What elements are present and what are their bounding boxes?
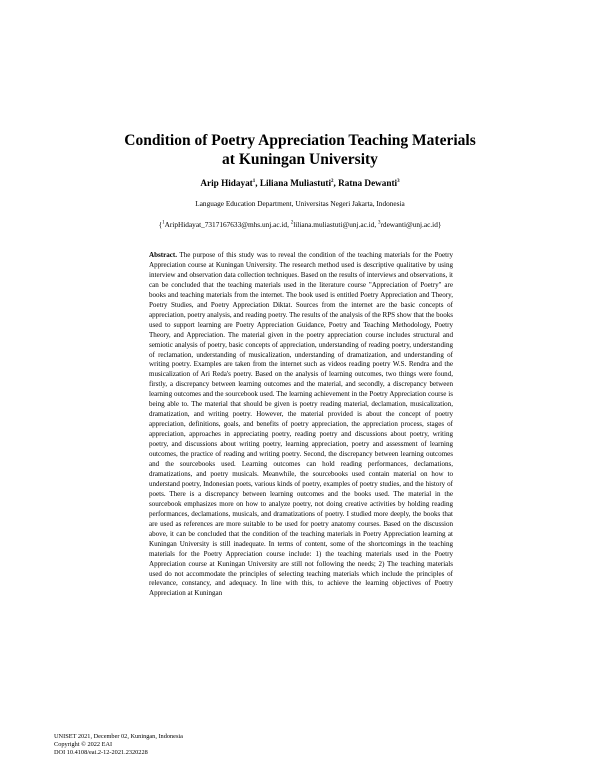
author-name: Liliana Muliastuti xyxy=(259,178,332,188)
abstract-label: Abstract. xyxy=(149,251,177,259)
author-emails xyxy=(0,220,600,229)
email-link[interactable]: rdewanti@unj.ac.id xyxy=(380,220,438,229)
footer xyxy=(54,733,183,757)
paper-title-line-1: Condition of Poetry Appreciation Teaching Materials xyxy=(124,132,476,149)
author-sup: 2 xyxy=(331,178,334,184)
email-open-brace: { xyxy=(158,220,163,229)
author-separator: , xyxy=(333,178,339,188)
abstract-body: The purpose of this study was to reveal the condition of the teaching materials for the Poetry Appreciation course at Kuningan University. The research method used is descriptive qualitative by using interview and observation data collection techniques. Based on the results of interviews and observations, it can be concluded that the teaching materials used in the literature course "Appreciation of Poetry" are books and teaching materials from the internet. The book used is entitled Poetry Appreciation and Theory, Poetry Studies, and Poetry Appreciation Diktat. Sources from the internet are the basic concepts of appreciation, poetry analysis, and reading poetry. The results of the analysis of the RPS show that the books used to support learning are Poetry Appreciation Guidance, Poetry and Teaching Methodology, Poetry Theory, and Appreciation. The material given in the poetry appreciation course includes structural and semiotic analysis of poetry, basic concepts of appreciation, understanding of reading poetry, understanding of reclamation, understanding of musicalization, understanding of dramatization, and understanding of writing poetry. Examples are taken from the internet such as videos reading poetry W.S. Rendra and the musicalization of Ari Reda's poetry. Based on the analysis of learning outcomes, two things were found, firstly, a discrepancy between learning outcomes and the material, and secondly, a discrepancy between learning outcomes and the sourcebook used. The learning achievement in the Poetry Appreciation course is being able to. The material that should be given is poetry reading material, declamation, musicalization, dramatization, and writing poetry. However, the material provided is about the concept of poetry appreciation, definitions, goals, and benefits of poetry appreciation, the appreciation process, stages of appreciation, approaches in appreciating poetry, reading poetry and discussions about poetry, writing poetry, and discussions about writing poetry, learning appreciation, poetry and assessment of learning outcomes, the practice of reading and writing poetry. Second, the discrepancy between learning outcomes and the sourcebooks used. Learning outcomes can hold reading performances, declamations, dramatizations, and poetry musicals. Meanwhile, the sourcebooks used contain material on how to understand poetry, Indonesian poets, various kinds of poetry, examples of poetry studies, and the history of poets. There is a discrepancy between learning outcomes and the books used. The material in the sourcebook emphasizes more on how to analyze poetry, not doing creative activities by holding reading performances, declamations, musicals, and dramatizations of poetry. I studied more deeply, the books that are used as references are more suitable to be used for poetry anatomy courses. Based on the discussion above, it can be concluded that the condition of the teaching materials in Poetry Appreciation learning at Kuningan University is still inadequate. In terms of content, some of the shortcomings in the teaching materials for the Poetry Appreciation course include: 1) the teaching materials used in the Poetry Appreciation course at Kuningan University are still not following the needs; 2) The teaching materials used do not accommodate the principles of selecting teaching materials which include the principles of relevance, constancy, and adequacy. In line with this, to achieve the learning objectives of Poetry Appreciation at Kuningan xyxy=(149,251,453,598)
author-sup: 1 xyxy=(252,178,256,184)
paper-title-line-2: at Kuningan University xyxy=(222,151,378,168)
author-name: Arip Hidayat xyxy=(200,178,253,188)
email-sup: 1 xyxy=(162,220,165,226)
email-sup: 2 xyxy=(290,220,294,226)
author-name: Ratna Dewanti xyxy=(338,178,398,188)
footer-doi: DOI 10.4108/eai.2-12-2021.2320228 xyxy=(54,749,148,756)
email-sup: 3 xyxy=(377,220,381,226)
author-separator: , xyxy=(255,178,260,188)
paper-title xyxy=(0,131,600,169)
email-link[interactable]: AripHidayat_7317167633@mhs.unj.ac.id xyxy=(164,220,288,229)
email-separator: , xyxy=(374,220,378,229)
abstract xyxy=(149,251,453,599)
email-link[interactable]: liliana.muliastuti@unj.ac.id xyxy=(293,220,375,229)
author-list xyxy=(0,178,600,188)
affiliation: Language Education Department, Universitas Negeri Jakarta, Indonesia xyxy=(195,199,405,208)
footer-conference: UNISET 2021, December 02, Kuningan, Indonesia xyxy=(54,733,183,740)
footer-copyright: Copyright © 2022 EAI xyxy=(54,741,113,748)
author-sup: 3 xyxy=(397,178,400,184)
email-close-brace: } xyxy=(437,220,442,229)
email-separator: , xyxy=(287,220,291,229)
